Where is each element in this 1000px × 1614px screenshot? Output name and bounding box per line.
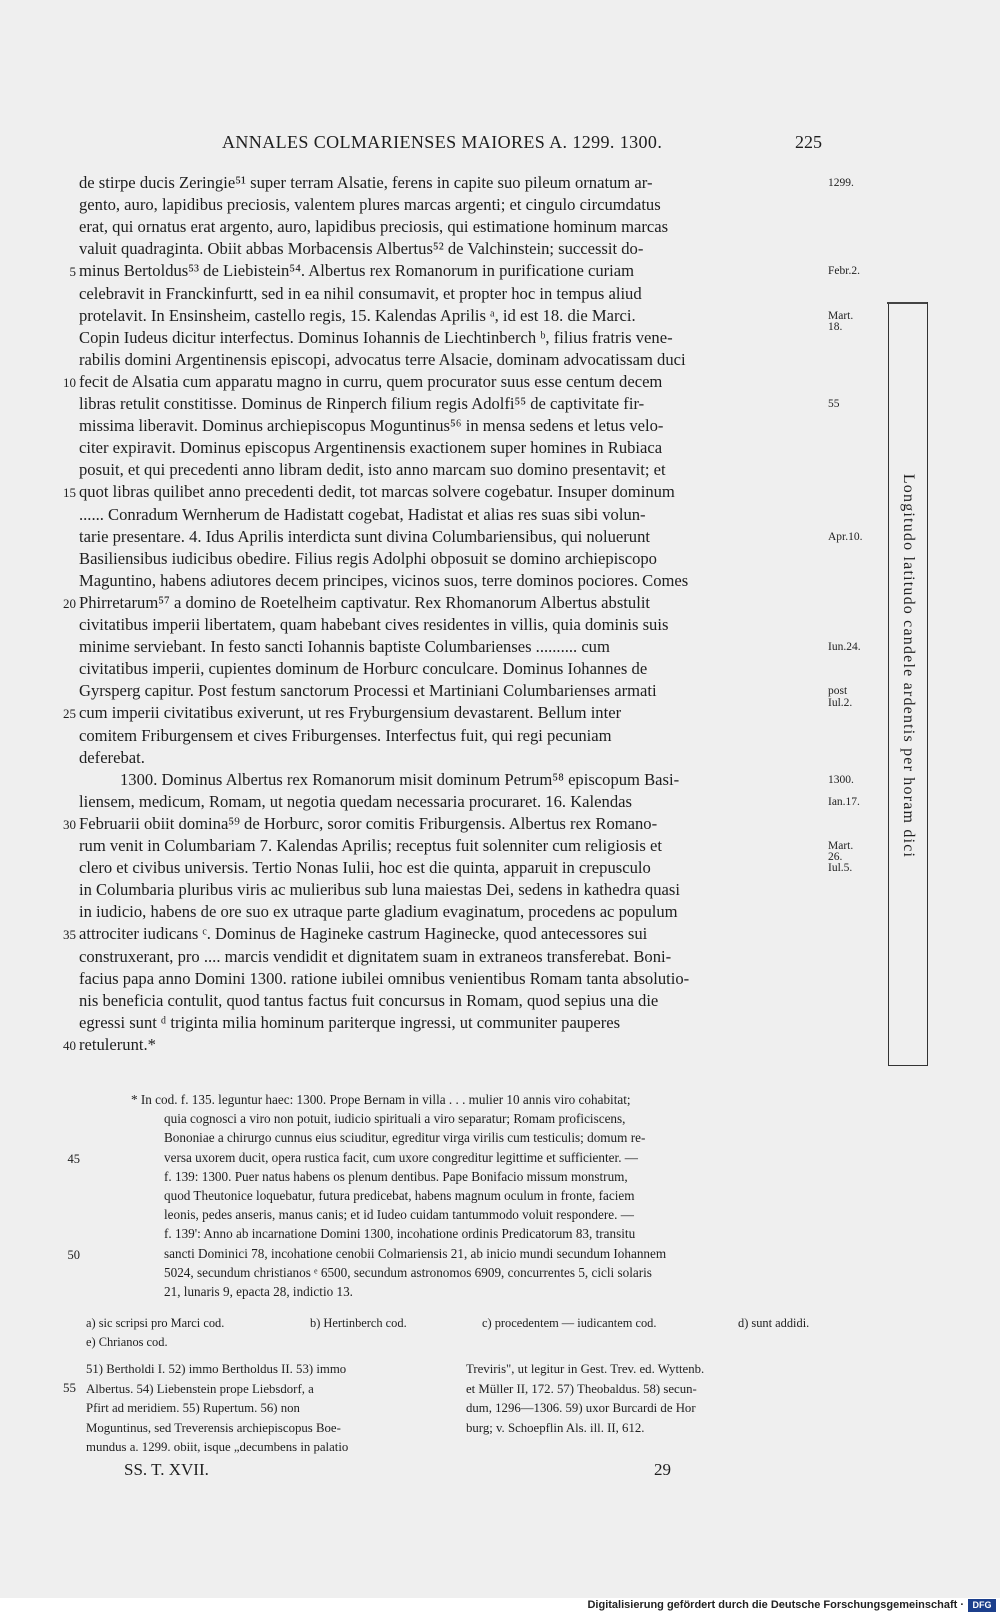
footnote-line: versa uxorem ducit, opera rustica facit, cum uxore congreditur legittime et sufficienter. — (164, 1149, 638, 1165)
text-line: libras retulit constitisse. Dominus de Rinperch filium regis Adolfi⁵⁵ de captivitate fir- (79, 394, 645, 413)
text-line: ...... Conradum Wernherum de Hadistatt cogebat, Hadistat et alias res suas sibi volun- (79, 504, 646, 524)
text-line: clero et civibus universis. Tertio Nonas Iulii, hoc est die quinta, apparuit in crepusculo (79, 858, 651, 878)
text-line: comitem Friburgensem et cives Friburgenses. Interfectus fuit, qui regi pecuniam (79, 725, 612, 745)
text-line: missima liberavit. Dominus archiepiscopus Moguntinus⁵⁶ in mensa sedens et letus velo- (79, 416, 664, 436)
line-number: 10 (63, 374, 76, 390)
text-line: de stirpe ducis Zeringie⁵¹ super terram Alsatie, ferens in capite suo pileum ornatum ar- (79, 173, 653, 192)
line-number: 25 (63, 706, 76, 722)
text-line: Copin Iudeus dicitur interfectus. Dominus Iohannis de Liechtinberch ᵇ, filius fratris vene- (79, 327, 673, 347)
text-line: Februarii obiit domina⁵⁹ de Horburc, soror comitis Friburgensis. Albertus rex Romano- (79, 813, 658, 833)
text-line: tarie presentare. 4. Idus Aprilis interdicta sunt divina Columbariensibus, qui noluerunt (79, 526, 650, 546)
text-line: Maguntino, habens adiutores decem principes, vicinos suos, terre dominos pociores. Comes (79, 570, 689, 590)
margin-note: Iun.24. (828, 641, 861, 654)
running-header (0, 132, 1000, 156)
text-line: liensem, medicum, Romam, ut negotia quedam necessaria procuraret. 16. Kalendas (79, 791, 632, 811)
editor-note-line: 51) Bertholdi I. 52) immo Bertholdus II. 53) immo (86, 1362, 347, 1376)
text-line: attrociter iudicans ᶜ. Dominus de Hagineke castrum Haginecke, quod antecessores sui (79, 924, 648, 944)
text-line: cum imperii civitatibus exiverunt, ut res Fryburgensium devastarent. Bellum inter (79, 703, 622, 723)
footer-credit: Digitalisierung gefördert durch die Deutsche Forschungsgemeinschaft · (587, 1599, 964, 1611)
editor-note-line: Albertus. 54) Liebenstein prope Liebsdorf, a (86, 1381, 314, 1396)
gathering-number: 29 (654, 1460, 671, 1479)
footnote-line-number: 50 (67, 1247, 80, 1262)
footnote-line-number: 55 (63, 1380, 76, 1395)
text-line: valuit quadraginta. Obiit abbas Morbacensis Albertus⁵² de Valchinstein; successit do- (79, 239, 644, 259)
text-line: civitatibus imperii, cupientes dominum de Horburc conculcare. Dominus Iohannes de (79, 659, 648, 679)
text-line: retulerunt.* (79, 1034, 156, 1054)
line-number: 20 (63, 595, 76, 611)
margin-note: Iul.2. (828, 697, 853, 710)
margin-note: Iul.5. (828, 862, 853, 875)
note-e: e) Chrianos cod. (86, 1335, 168, 1349)
signature-mark: SS. T. XVII. (124, 1460, 209, 1479)
footnote-line: 21, lunaris 9, epacta 28, indictio 13. (164, 1284, 353, 1299)
text-line: nis beneficia contulit, quod tantus factus fuit concursus in Romam, quod sepius una die (79, 990, 659, 1010)
footnote-line: sancti Dominici 78, incohatione cenobii Colmariensis 21, ab inicio mundi secundum Iohannem (164, 1245, 667, 1261)
editor-note-line: mundus a. 1299. obiit, isque „decumbens in palatio (86, 1440, 349, 1454)
text-line: egressi sunt ᵈ triginta milia hominum pariterque ingressi, ut communiter pauperes (79, 1012, 621, 1032)
text-line: gento, auro, lapidibus preciosis, valentem plures marcas argenti; et cingulo circumdatus (79, 195, 661, 215)
footnote-line: f. 139: 1300. Puer natus habens os plenum dentibus. Pape Bonifacio missum monstrum, (164, 1168, 628, 1184)
margin-note: post (828, 685, 848, 698)
margin-note: Mart. (828, 840, 854, 852)
footnote-line: Bononiae a chirurgo cunnus eius sciuditur, egreditur virga virilis cum testiculis; domum re- (164, 1130, 646, 1146)
margin-note: Mart. (828, 309, 854, 322)
margin-note: 1299. (828, 177, 854, 189)
margin-note: 1300. (828, 773, 854, 786)
editor-note-line: Moguntinus, sed Treverensis archiepiscopus Boe- (86, 1420, 341, 1435)
text-line: posuit, et qui precedenti anno libram dedit, isto anno marcam suo domino presentavit; et (79, 460, 666, 480)
text-line: Phirretarum⁵⁷ a domino de Roetelheim captivatur. Rex Rhomanorum Albertus abstulit (79, 592, 651, 612)
footnote-line: f. 139': Anno ab incarnatione Domini 1300, incohatione ordinis Predicatorum 83, transitu (164, 1226, 636, 1242)
digitization-footer (0, 1598, 1000, 1614)
footnote-line: * In cod. f. 135. leguntur haec: 1300. Prope Bernam in villa . . . mulier 10 annis viro cohabitat; (131, 1092, 631, 1107)
margin-note: 26. (828, 851, 843, 864)
line-number: 40 (63, 1037, 76, 1053)
text-line: protelavit. In Ensinsheim, castello regis, 15. Kalendas Aprilis ᵃ, id est 18. die Marci. (79, 305, 636, 325)
editor-note-line: burg; v. Schoepflin Als. ill. II, 612. (466, 1420, 645, 1435)
line-number: 15 (63, 485, 76, 501)
footnote-line: 5024, secundum christianos ᵉ 6500, secundum astronomos 6909, concurrentes 5, cicli solaris (164, 1264, 652, 1280)
margin-note: Febr.2. (828, 265, 860, 278)
sidebar-candle-box (888, 302, 928, 1066)
note-c: c) procedentem — iudicantem cod. (482, 1316, 657, 1330)
text-line: construxerant, pro .... marcis vendidit et dignitatem suam in extraneos transferebat. Boni- (79, 946, 672, 966)
page-number: 225 (795, 132, 822, 152)
text-line: in iudicio, habens de ore suo ex utraque parte gladium evaginatum, procedens ac populum (79, 902, 678, 922)
editor-note-line: et Müller II, 172. 57) Theobaldus. 58) secun- (466, 1381, 697, 1396)
margin-note: Apr.10. (828, 530, 863, 543)
text-line: quot libras quilibet anno precedenti dedit, tot marcas solvere cogebatur. Insuper dominum (79, 482, 675, 502)
text-line: erat, qui ornatus erat argento, auro, lapidibus preciosis, qui estimatione hominum marcas (79, 217, 669, 237)
footnote-line: leonis, pedes anseris, manus canis; et id Iudeo cuidam tantummodo voluit respondere. — (164, 1207, 634, 1223)
text-line: minus Bertoldus⁵³ de Liebistein⁵⁴. Albertus rex Romanorum in purificatione curiam (79, 261, 635, 281)
text-line: 1300. Dominus Albertus rex Romanorum misit dominum Petrum⁵⁸ episcopum Basi- (120, 769, 680, 789)
text-line: rabilis domini Argentinensis episcopi, advocatus terre Alsacie, dominam advocatissam duci (79, 349, 686, 369)
margin-note: 55 (828, 398, 840, 410)
text-line: deferebat. (79, 747, 145, 767)
text-line: fecit de Alsatia cum apparatu magno in curru, quem procurator suus esse centum decem (79, 371, 663, 391)
line-number: 30 (63, 816, 76, 832)
editor-note-line: Pfirt ad meridiem. 55) Rupertum. 56) non (86, 1401, 300, 1415)
text-line: rum venit in Columbariam 7. Kalendas Aprilis; receptus fuit solenniter cum religiosis et (79, 836, 662, 855)
line-number: 35 (63, 927, 76, 943)
footnote-line: quod Theutonice loquebatur, futura predicebat, habens magnum oculum in fronte, faciem (164, 1188, 635, 1203)
note-a: a) sic scripsi pro Marci cod. (86, 1316, 225, 1330)
text-line: celebravit in Franckinfurtt, sed in ea nihil consumavit, et propter hoc in tempus aliud (79, 283, 642, 303)
dfg-logo: DFG (968, 1599, 996, 1612)
text-line: in Columbaria pluribus viris ac mulieribus sub luna maiestas Dei, sedens in kathedra quasi (79, 880, 680, 900)
text-line: minime serviebant. In festo sancti Iohannis baptiste Columbarienses .......... cum (79, 637, 610, 657)
margin-note: 18. (828, 320, 843, 333)
text-line: Gyrsperg capitur. Post festum sanctorum Processi et Martiniani Columbarienses armati (79, 681, 657, 701)
footnote-line-number: 45 (67, 1151, 80, 1166)
running-title: ANNALES COLMARIENSES MAIORES A. 1299. 1300. (222, 132, 663, 152)
footnote-line: quia cognosci a viro non potuit, iudicio spirituali a viro separatur; Romam proficiscens, (164, 1111, 626, 1127)
note-b: b) Hertinberch cod. (310, 1316, 407, 1330)
sidebar-candle-text: Longitudo latitudo candele ardentis per horam dici (900, 473, 917, 859)
text-line: Basiliensibus iudicibus obedire. Filius regis Adolphi obposuit se domino archiepiscopo (79, 548, 657, 568)
editor-note-line: dum, 1296—1306. 59) uxor Burcardi de Hor (466, 1401, 696, 1415)
note-d: d) sunt addidi. (738, 1316, 810, 1330)
margin-note: Ian.17. (828, 795, 860, 808)
text-line: facius papa anno Domini 1300. ratione iubilei omnibus venientibus Romam tanta absolutio- (79, 968, 690, 988)
text-line: civitatibus imperii libertatem, quam habebant cives residentes in villis, quia dominis suis (79, 615, 669, 634)
text-line: citer expiravit. Dominus episcopus Argentinensis exactionem super homines in Rubiaca (79, 438, 663, 458)
editor-note-line: Treviris", ut legitur in Gest. Trev. ed. Wyttenb. (466, 1362, 705, 1376)
line-number: 5 (69, 264, 76, 280)
